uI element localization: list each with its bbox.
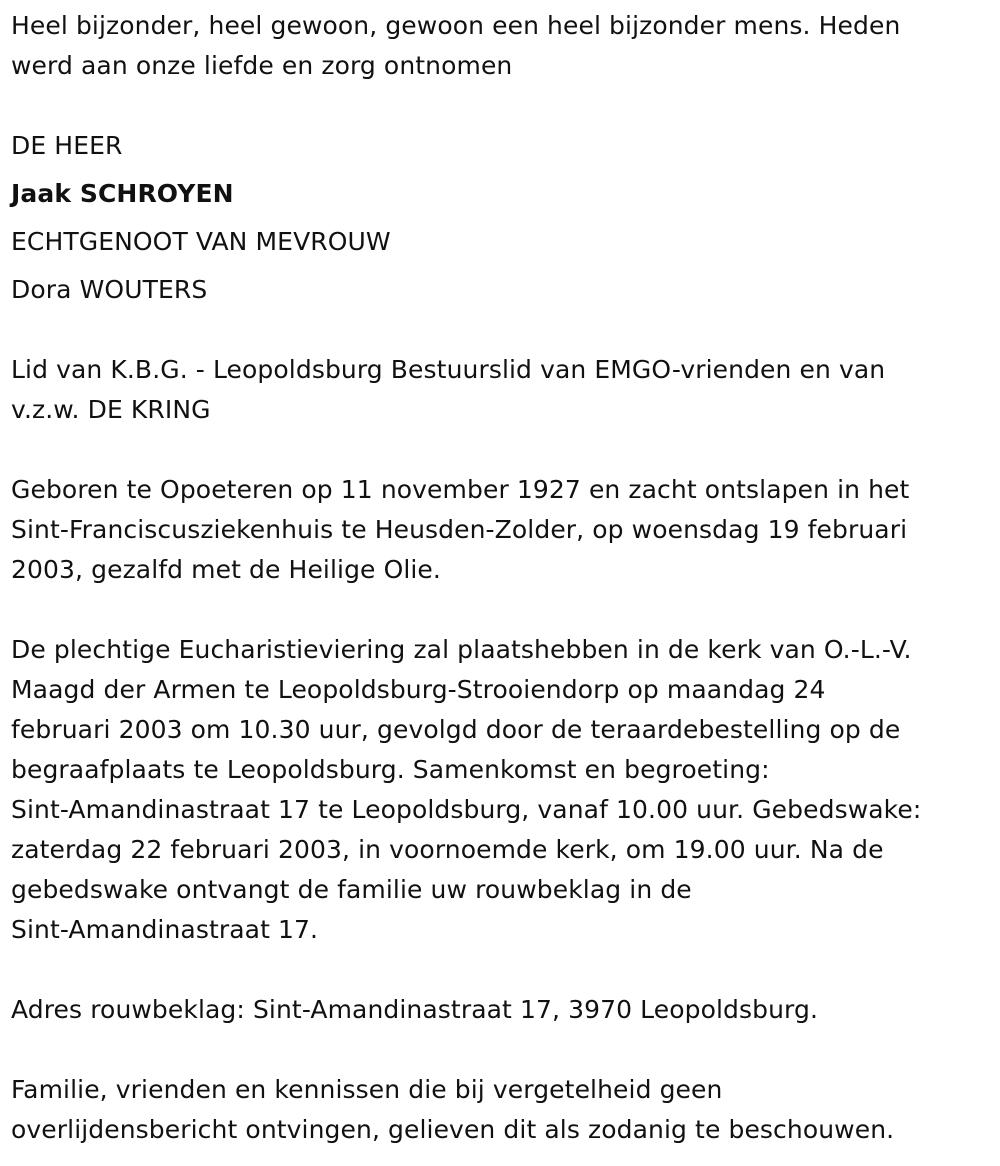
birth-death-line-1: Geboren te Opoeteren op 11 november 1927 en zacht ontslapen in het	[11, 475, 910, 504]
birth-death-line-2: Sint-Franciscusziekenhuis te Heusden-Zolder, op woensdag 19 februari	[11, 515, 908, 544]
closing-line-2: overlijdensbericht ontvingen, gelieven dit als zodanig te beschouwen.	[11, 1115, 895, 1144]
ceremony-line-5: Sint-Amandinastraat 17 te Leopoldsburg, vanaf 10.00 uur. Gebedswake:	[11, 795, 922, 824]
condolence-address: Adres rouwbeklag: Sint-Amandinastraat 17, 3970 Leopoldsburg.	[11, 995, 819, 1024]
intro-line-2: werd aan onze liefde en zorg ontnomen	[11, 51, 513, 80]
relation-prefix: ECHTGENOOT VAN MEVROUW	[11, 227, 391, 256]
ceremony-line-6: zaterdag 22 februari 2003, in voornoemde kerk, om 19.00 uur. Na de	[11, 835, 884, 864]
ceremony-line-2: Maagd der Armen te Leopoldsburg-Strooiendorp op maandag 24	[11, 675, 826, 704]
ceremony-line-8: Sint-Amandinastraat 17.	[11, 915, 319, 944]
intro-line-1: Heel bijzonder, heel gewoon, gewoon een heel bijzonder mens. Heden	[11, 11, 901, 40]
closing-line-1: Familie, vrienden en kennissen die bij vergetelheid geen	[11, 1075, 723, 1104]
ceremony-line-7: gebedswake ontvangt de familie uw rouwbeklag in de	[11, 875, 692, 904]
spouse-name: Dora WOUTERS	[11, 275, 208, 304]
title-prefix: DE HEER	[11, 131, 123, 160]
deceased-name: Jaak SCHROYEN	[11, 179, 234, 208]
ceremony-line-1: De plechtige Eucharistieviering zal plaatshebben in de kerk van O.-L.-V.	[11, 635, 912, 664]
birth-death-line-3: 2003, gezalfd met de Heilige Olie.	[11, 555, 441, 584]
ceremony-line-4: begraafplaats te Leopoldsburg. Samenkomst en begroeting:	[11, 755, 770, 784]
memberships-line-2: v.z.w. DE KRING	[11, 395, 211, 424]
memberships-line-1: Lid van K.B.G. - Leopoldsburg Bestuurslid van EMGO-vrienden en van	[11, 355, 886, 384]
ceremony-line-3: februari 2003 om 10.30 uur, gevolgd door de teraardebestelling op de	[11, 715, 901, 744]
